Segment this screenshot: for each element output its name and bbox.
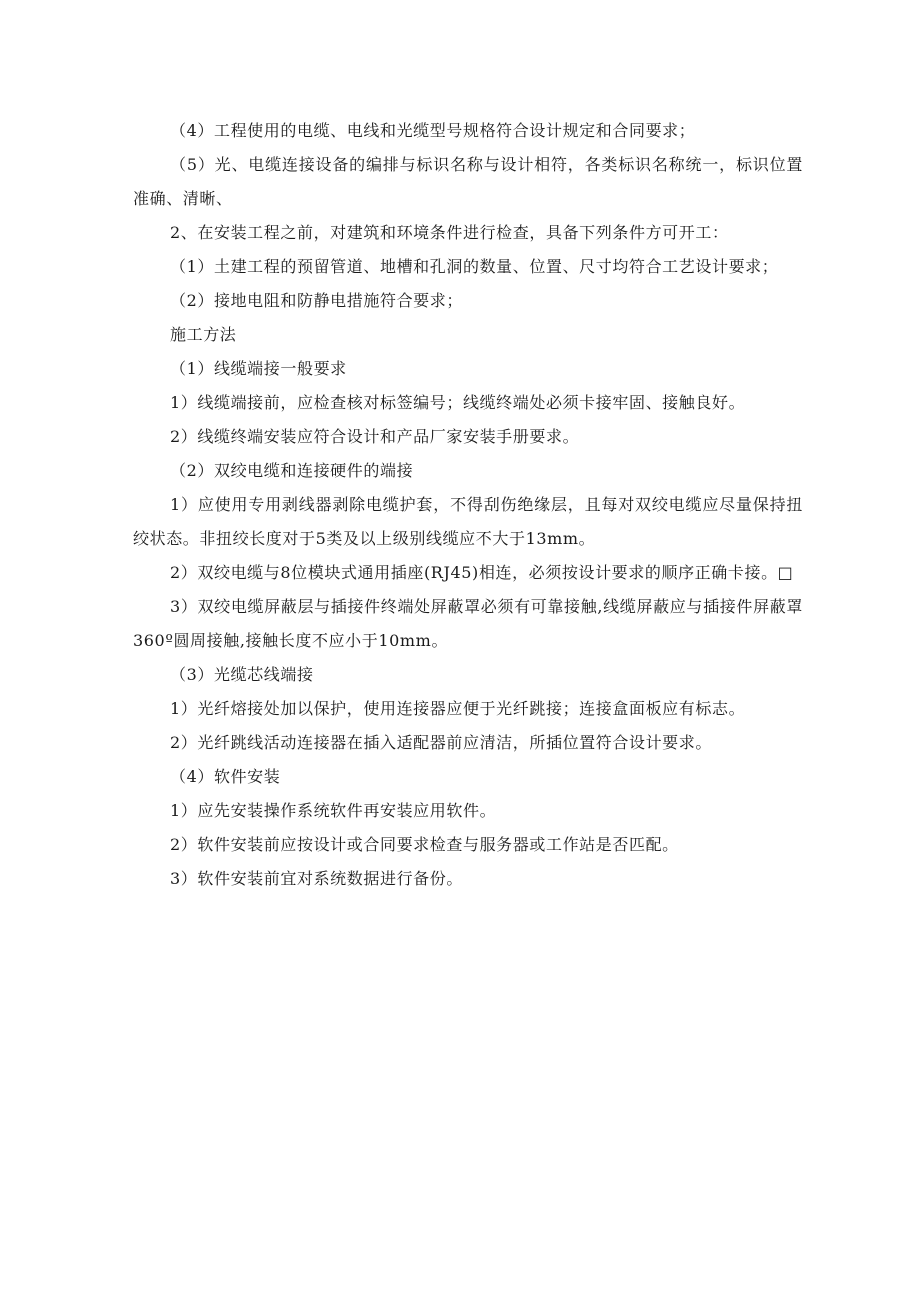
subsection-heading: （3）光缆芯线端接 bbox=[170, 665, 314, 684]
paragraph: 3）双绞电缆屏蔽层与插接件终端处屏蔽罩必须有可靠接触,线缆屏蔽应与插接件屏蔽罩360º圆周接触,接触长度不应小于10mm。 bbox=[133, 597, 803, 650]
paragraph: （5）光、电缆连接设备的编排与标识名称与设计相符，各类标识名称统一，标识位置准确、清晰、 bbox=[133, 155, 803, 208]
paragraph: 1）应先安装操作系统软件再安装应用软件。 bbox=[170, 801, 497, 820]
paragraph: （2）接地电阻和防静电措施符合要求； bbox=[170, 291, 463, 310]
document-body bbox=[133, 114, 803, 896]
subsection-heading: （2）双绞电缆和连接硬件的端接 bbox=[170, 461, 414, 480]
paragraph: 1）光纤熔接处加以保护，使用连接器应便于光纤跳接；连接盒面板应有标志。 bbox=[170, 699, 746, 718]
paragraph: （4）工程使用的电缆、电线和光缆型号规格符合设计规定和合同要求； bbox=[170, 121, 696, 140]
subsection-heading: （1）线缆端接一般要求 bbox=[170, 359, 347, 378]
paragraph: （1）土建工程的预留管道、地槽和孔洞的数量、位置、尺寸均符合工艺设计要求； bbox=[170, 257, 779, 276]
paragraph: 2、在安装工程之前，对建筑和环境条件进行检查，具备下列条件方可开工： bbox=[170, 223, 729, 242]
subsection-heading: （4）软件安装 bbox=[170, 767, 281, 786]
paragraph: 2）双绞电缆与8位模块式通用插座(RJ45)相连，必须按设计要求的顺序正确卡接。□ bbox=[170, 563, 794, 582]
paragraph: 2）线缆终端安装应符合设计和产品厂家安装手册要求。 bbox=[170, 427, 580, 446]
paragraph: 2）软件安装前应按设计或合同要求检查与服务器或工作站是否匹配。 bbox=[170, 835, 679, 854]
paragraph: 3）软件安装前宜对系统数据进行备份。 bbox=[170, 869, 463, 888]
paragraph: 1）应使用专用剥线器剥除电缆护套，不得刮伤绝缘层，且每对双绞电缆应尽量保持扭绞状态。非扭绞长度对于5类及以上级别线缆应不大于13mm。 bbox=[133, 495, 803, 548]
paragraph: 1）线缆端接前，应检查核对标签编号；线缆终端处必须卡接牢固、接触良好。 bbox=[170, 393, 746, 412]
paragraph: 2）光纤跳线活动连接器在插入适配器前应清洁，所插位置符合设计要求。 bbox=[170, 733, 712, 752]
section-heading: 施工方法 bbox=[170, 325, 237, 344]
